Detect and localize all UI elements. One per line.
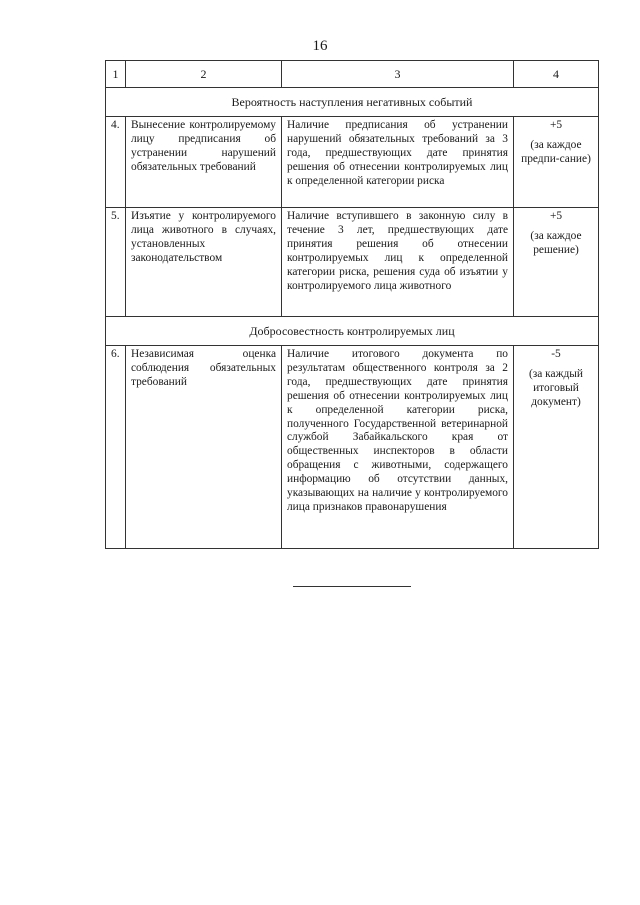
- row-score-note: (за каждое предпи-сание): [521, 138, 591, 165]
- row-number: 5.: [106, 208, 126, 317]
- row-score-note: (за каждый итоговый документ): [528, 367, 584, 408]
- row-condition: Наличие итогового документа по результатам общественного контроля за 2 года, предшествующих дате принятия решения об отнесении контролируемых лиц к определенной категории риска, полученного Государственной ветеринарной службой Забайкальского края от общественных инспекторов в области обращения с животными, содержащего информацию об отсутствии данных, указывающих на наличие у контролируемого лица признаков правонарушения: [282, 346, 514, 549]
- row-score-cell: [514, 346, 599, 549]
- row-number: 4.: [106, 117, 126, 208]
- row-score: -5: [551, 348, 561, 360]
- row-criterion: Независимая оценка соблюдения обязательных требований: [126, 346, 282, 549]
- section-title-conscientiousness: Добросовестность контролируемых лиц: [106, 317, 599, 346]
- row-score: +5: [549, 119, 563, 131]
- header-cell-2: 2: [126, 61, 282, 88]
- row-score-note: (за каждое решение): [530, 229, 582, 256]
- page-number: 16: [312, 38, 328, 54]
- section-row-conscientiousness: [106, 317, 599, 346]
- row-criterion: Изъятие у контролируемого лица животного в случаях, установленных законодательством: [126, 208, 282, 317]
- header-cell-3: 3: [282, 61, 514, 88]
- header-cell-1: 1: [106, 61, 126, 88]
- row-score-cell: [514, 208, 599, 317]
- criteria-table: [105, 60, 599, 549]
- table-row: [106, 208, 599, 317]
- row-criterion: Вынесение контролируемому лицу предписания об устранении нарушений обязательных требований: [126, 117, 282, 208]
- section-title-probability: Вероятность наступления негативных событий: [106, 88, 599, 117]
- table-row: [106, 346, 599, 549]
- table-row: [106, 117, 599, 208]
- row-number: 6.: [106, 346, 126, 549]
- table-header-row: [106, 61, 599, 88]
- header-cell-4: 4: [514, 61, 599, 88]
- end-of-document-line: [293, 586, 411, 587]
- section-row-probability: [106, 88, 599, 117]
- row-condition: Наличие предписания об устранении нарушений обязательных требований за 3 года, предшествующих дате принятия решения об отнесении контролируемых лиц к определенной категории риска: [282, 117, 514, 208]
- row-condition: Наличие вступившего в законную силу в течение 3 лет, предшествующих дате принятия решения об отнесении контролируемых лиц к определенной категории риска, решения суда об изъятии у контролируемого лица животного: [282, 208, 514, 317]
- row-score: +5: [549, 210, 563, 222]
- row-score-cell: [514, 117, 599, 208]
